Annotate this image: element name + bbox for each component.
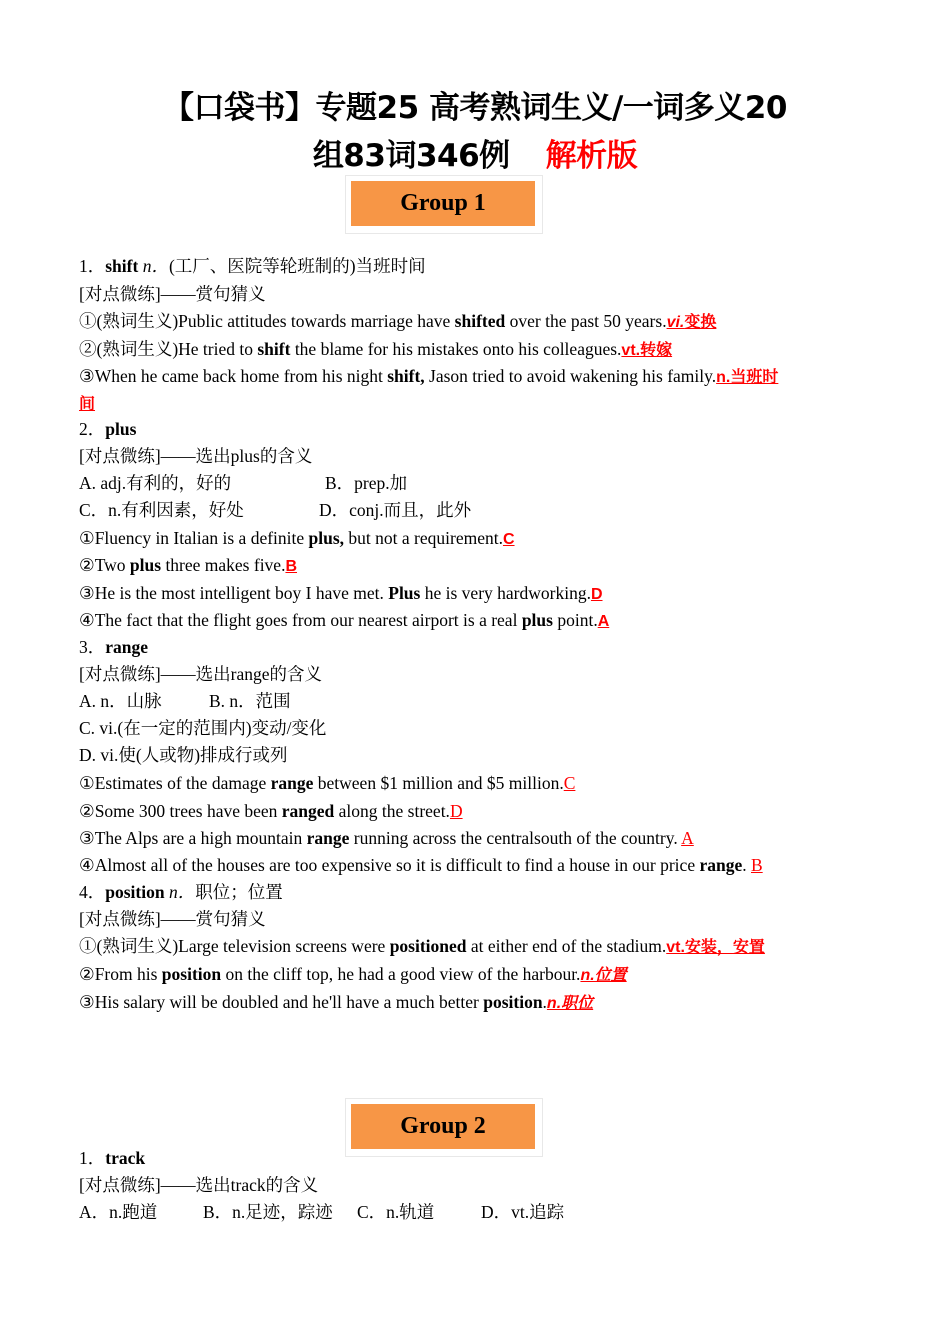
group-1-label: Group 1 (351, 181, 535, 226)
answer: D (590, 586, 603, 603)
item-plus-options-1: A. adj.有利的，好的 B．prep.加 (79, 473, 408, 493)
item-plus-sentence-1: ①Fluency in Italian is a definite plus, but not a requirement.C (79, 528, 515, 548)
item-range-sentence-3: ③The Alps are a high mountain range running across the centralsouth of the country. A (79, 828, 694, 848)
item-shift-heading: 1．shift n．(工厂、医院等轮班制的)当班时间 (79, 256, 426, 276)
answer: D (449, 801, 463, 821)
answer: A (597, 613, 610, 630)
group-2-label: Group 2 (351, 1104, 535, 1149)
answer: 变换 (684, 314, 717, 331)
item-shift-sentence-3-cont (79, 391, 95, 417)
item-track-practice: [对点微练]——选出track的含义 (79, 1175, 319, 1195)
answer: B (285, 558, 298, 575)
item-plus-sentence-4: ④The fact that the flight goes from our nearest airport is a real plus point.A (79, 610, 610, 630)
item-plus-sentence-2: ②Two plus three makes five.B (79, 555, 298, 575)
item-range-heading: 3．range (79, 637, 149, 657)
group-2-heading (345, 1098, 543, 1157)
title-suffix: 解析版 (545, 138, 638, 174)
item-plus-practice: [对点微练]——选出plus的含义 (79, 446, 313, 466)
answer: A (681, 828, 694, 848)
answer: n.职位 (546, 995, 594, 1012)
item-range-options-1: A. n．山脉 B. n．范围 (79, 691, 291, 711)
item-range-option-c: C. vi.(在一定的范围内)变动/变化 (79, 718, 327, 738)
item-position-heading: 4．position n．职位；位置 (79, 882, 283, 902)
item-position-sentence-1: ①(熟词生义)Large television screens were positioned at either end of the stadium.vt.安装，安置 (79, 936, 765, 956)
answer: vt.安装，安置 (666, 939, 765, 956)
answer: C (502, 531, 515, 548)
item-range-sentence-2: ②Some 300 trees have been ranged along the street.D (79, 801, 463, 821)
page-title (60, 84, 890, 180)
item-shift-sentence-2: ②(熟词生义)He tried to shift the blame for his mistakes onto his colleagues.vt.转嫁 (79, 339, 673, 359)
item-shift-sentence-3: ③When he came back home from his night shift, Jason tried to avoid wakening his family.n.当班时 (79, 366, 779, 386)
item-range-option-d: D. vi.使(人或物)排成行或列 (79, 745, 288, 765)
item-track-options: A．n.跑道 B．n.足迹，踪迹 C．n.轨道 D．vt.追踪 (79, 1202, 565, 1222)
answer: vt.转嫁 (621, 342, 673, 359)
item-track-heading: 1．track (79, 1148, 146, 1168)
title-line2: 组83词346例 (312, 138, 510, 174)
answer: vi. (666, 314, 685, 331)
item-range-sentence-1: ①Estimates of the damage range between $1 million and $5 million.C (79, 773, 576, 793)
item-plus-heading: 2．plus (79, 419, 137, 439)
item-position-practice: [对点微练]——赏句猜义 (79, 909, 266, 929)
item-plus-sentence-3: ③He is the most intelligent boy I have met. Plus he is very hardworking.D (79, 583, 603, 603)
group-1-heading (345, 175, 543, 234)
answer: n.位置 (580, 967, 627, 984)
item-shift-practice: [对点微练]——赏句猜义 (79, 284, 266, 304)
item-shift-sentence-1: ①(熟词生义)Public attitudes towards marriage have shifted over the past 50 years.vi.变换 (79, 311, 717, 331)
answer: C (563, 773, 576, 793)
title-line1: 【口袋书】专题25 高考熟词生义/一词多义20 (163, 90, 787, 126)
item-plus-options-2: C．n.有利因素，好处 D．conj.而且，此外 (79, 500, 472, 520)
answer: 间 (79, 396, 96, 413)
item-range-practice: [对点微练]——选出range的含义 (79, 664, 323, 684)
item-range-sentence-4: ④Almost all of the houses are too expensive so it is difficult to find a house in our price range. B (79, 855, 763, 875)
item-position-sentence-3: ③His salary will be doubled and he'll have a much better position.n.职位 (79, 992, 594, 1012)
item-position-sentence-2: ②From his position on the cliff top, he had a good view of the harbour.n.位置 (79, 964, 627, 984)
answer: n.当班时 (716, 369, 779, 386)
answer: B (751, 855, 763, 875)
